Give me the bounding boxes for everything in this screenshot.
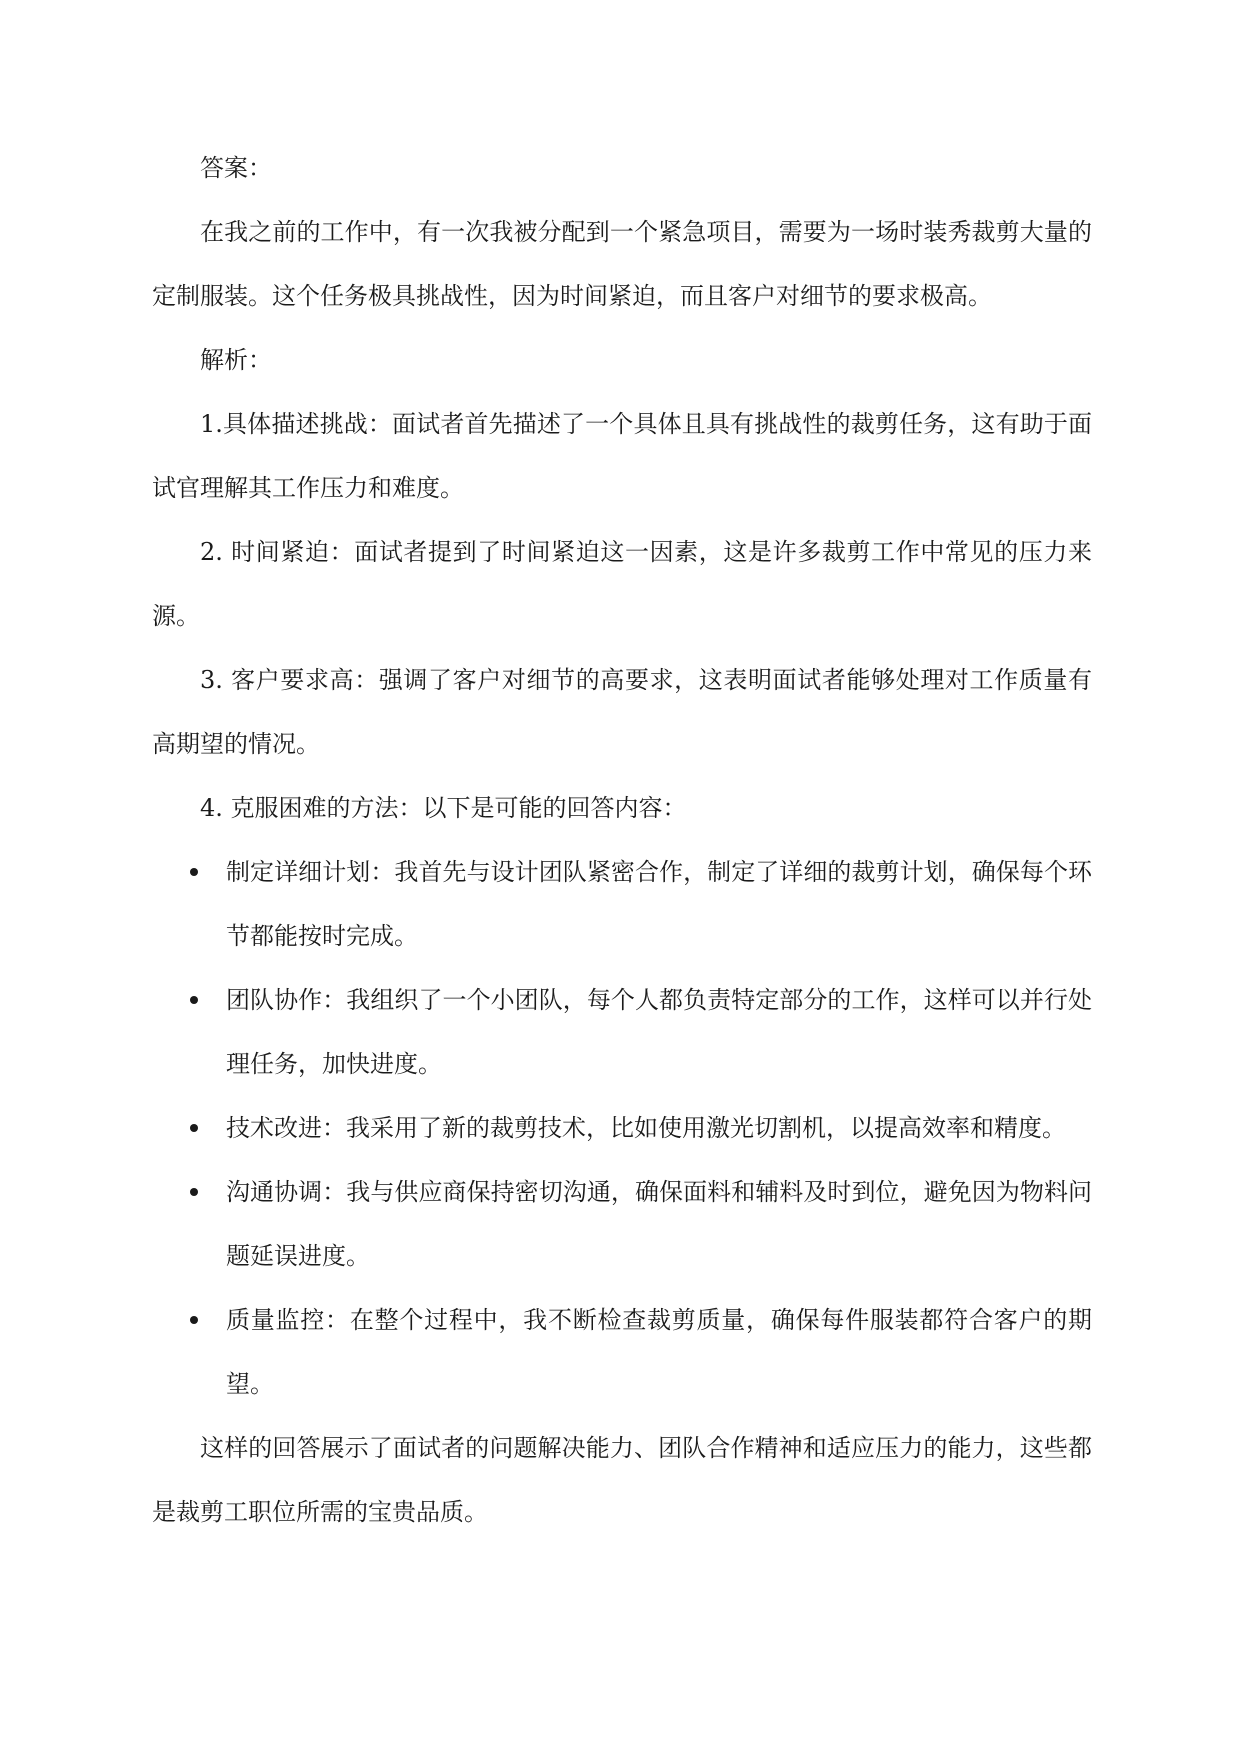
analysis-point-3: 3. 客户要求高：强调了客户对细节的高要求，这表明面试者能够处理对工作质量有高期望的情况。 (152, 666, 1092, 758)
list-item (152, 1096, 1092, 1160)
bullet-icon (190, 996, 198, 1004)
bullet-icon (190, 1316, 198, 1324)
list-item (152, 1160, 1092, 1288)
list-item (152, 968, 1092, 1096)
analysis-point-4: 4. 克服困难的方法：以下是可能的回答内容： (200, 794, 687, 822)
list-item-text: 质量监控：在整个过程中，我不断检查裁剪质量，确保每件服装都符合客户的期望。 (226, 1306, 1092, 1398)
list-item-text: 团队协作：我组织了一个小团队，每个人都负责特定部分的工作，这样可以并行处理任务，加快进度。 (226, 986, 1092, 1078)
methods-list (152, 840, 1092, 1416)
bullet-icon (190, 1124, 198, 1132)
conclusion-paragraph: 这样的回答展示了面试者的问题解决能力、团队合作精神和适应压力的能力，这些都是裁剪工职位所需的宝贵品质。 (152, 1434, 1092, 1526)
analysis-heading: 解析： (200, 346, 272, 374)
answer-heading: 答案： (200, 154, 272, 182)
list-item-text: 制定详细计划：我首先与设计团队紧密合作，制定了详细的裁剪计划，确保每个环节都能按时完成。 (226, 858, 1092, 950)
list-item (152, 1288, 1092, 1416)
list-item (152, 840, 1092, 968)
bullet-icon (190, 868, 198, 876)
list-item-text: 沟通协调：我与供应商保持密切沟通，确保面料和辅料及时到位，避免因为物料问题延误进度。 (226, 1178, 1092, 1270)
document-body (152, 136, 1092, 1544)
bullet-icon (190, 1188, 198, 1196)
analysis-point-2: 2. 时间紧迫：面试者提到了时间紧迫这一因素，这是许多裁剪工作中常见的压力来源。 (152, 538, 1092, 630)
analysis-point-1: 1.具体描述挑战：面试者首先描述了一个具体且具有挑战性的裁剪任务，这有助于面试官理解其工作压力和难度。 (152, 410, 1092, 502)
answer-paragraph: 在我之前的工作中，有一次我被分配到一个紧急项目，需要为一场时装秀裁剪大量的定制服装。这个任务极具挑战性，因为时间紧迫，而且客户对细节的要求极高。 (152, 218, 1092, 310)
list-item-text: 技术改进：我采用了新的裁剪技术，比如使用激光切割机，以提高效率和精度。 (226, 1114, 1066, 1142)
